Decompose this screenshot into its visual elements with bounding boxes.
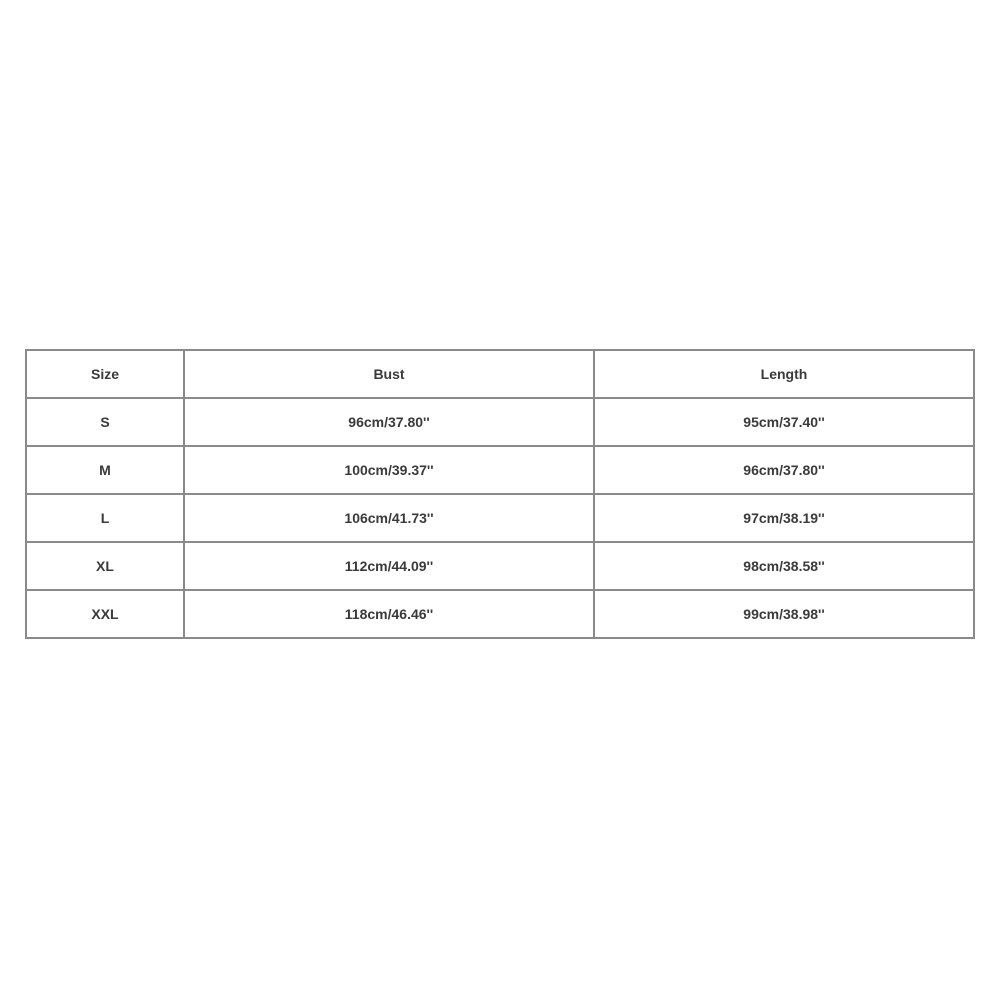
- cell-size: XL: [26, 542, 184, 590]
- table-row: [26, 542, 974, 590]
- cell-size: M: [26, 446, 184, 494]
- header-bust: Bust: [184, 350, 594, 398]
- cell-size: XXL: [26, 590, 184, 638]
- table-row: [26, 398, 974, 446]
- cell-size: S: [26, 398, 184, 446]
- cell-bust: 96cm/37.80'': [184, 398, 594, 446]
- cell-length: 98cm/38.58'': [594, 542, 974, 590]
- table-row: [26, 446, 974, 494]
- header-row: [26, 350, 974, 398]
- size-chart-table: [25, 349, 975, 639]
- cell-bust: 100cm/39.37'': [184, 446, 594, 494]
- cell-length: 97cm/38.19'': [594, 494, 974, 542]
- cell-size: L: [26, 494, 184, 542]
- table-row: [26, 494, 974, 542]
- cell-bust: 118cm/46.46'': [184, 590, 594, 638]
- cell-length: 95cm/37.40'': [594, 398, 974, 446]
- header-size: Size: [26, 350, 184, 398]
- cell-bust: 106cm/41.73'': [184, 494, 594, 542]
- cell-bust: 112cm/44.09'': [184, 542, 594, 590]
- cell-length: 96cm/37.80'': [594, 446, 974, 494]
- header-length: Length: [594, 350, 974, 398]
- cell-length: 99cm/38.98'': [594, 590, 974, 638]
- table-row: [26, 590, 974, 638]
